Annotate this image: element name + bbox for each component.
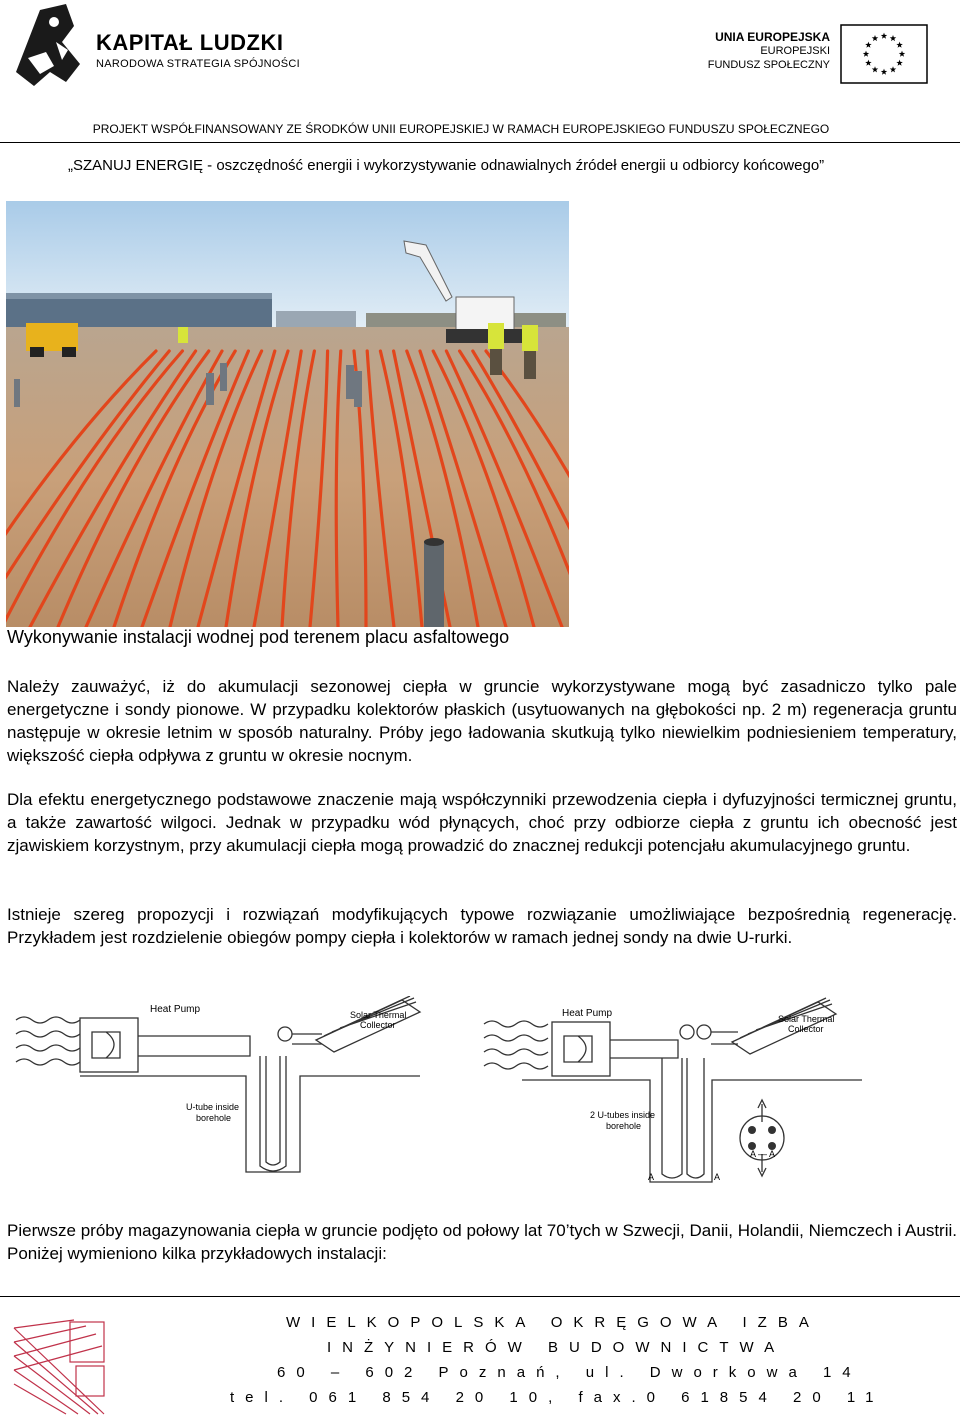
eu-fund-line: EUROPEJSKI	[760, 45, 830, 57]
kapital-ludzki-subtitle: NARODOWA STRATEGIA SPÓJNOŚCI	[96, 58, 300, 70]
photo-caption: Wykonywanie instalacji wodnej pod terenem placu asfaltowego	[7, 627, 510, 647]
solar-collector-label: Collector	[788, 1024, 824, 1034]
section-marker: A	[648, 1172, 655, 1182]
solar-collector-label: Solar Thermal	[350, 1010, 407, 1020]
eu-flag-icon	[840, 24, 928, 84]
footer-org-name: WIELKOPOLSKA OKRĘGOWA IZBA	[286, 1314, 820, 1331]
u-tube-label: borehole	[196, 1113, 232, 1123]
u-tube-label: U-tube inside	[186, 1102, 240, 1112]
campaign-title: „SZANUJ ENERGIĘ - oszczędność energii i wykorzystywanie odnawialnych źródeł energii u odbiorcy końcowego”	[68, 157, 825, 174]
project-cofinancing-line: PROJEKT WSPÓŁFINANSOWANY ZE ŚRODKÓW UNII EUROPEJSKIEJ W RAMACH EUROPEJSKIEGO FUNDUSZU SPOŁECZNEGO	[92, 122, 830, 136]
footer-address: 60 – 602 Poznań, ul. Dworkowa 14	[277, 1364, 862, 1381]
header-divider	[0, 142, 960, 143]
paragraph: Należy zauważyć, iż do akumulacji sezonowej ciepła w gruncie wykorzystywane mogą być zasadniczo tylko pale energetyczne i sondy pionowe. W przypadku kolektorów płaskich (usytuowanych na głębokości np. 2 m) regeneracja gruntu następuje w okresie letnim w sposób naturalny. Próby jego ładowania skutkują tylko niewielkim podniesieniem temperatury, większość ciepła odpływa z gruntu w okresie nocnym.	[7, 677, 957, 765]
section-label: A — A	[750, 1149, 776, 1159]
paragraph: Dla efektu energetycznego podstawowe znaczenie mają współczynniki przewodzenia ciepła i dyfuzyjności termicznej gruntu, a także zawartość wilgoci. Jednak w przypadku wód płynących, choć przy odbiorze ciepła z gruntu ich obecność jest zjawiskiem korzystnym, przy akumulacji ciepła mogą prowadzić do znacznej redukcji potencjału akumulacyjnego gruntu.	[7, 790, 957, 855]
section-marker: A	[714, 1172, 721, 1182]
eu-text-block	[700, 30, 830, 72]
solar-collector-label: Solar Thermal	[778, 1014, 835, 1024]
woiib-logo	[12, 1318, 106, 1418]
eu-title: UNIA EUROPEJSKA	[715, 30, 830, 44]
eu-fund-line: FUNDUSZ SPOŁECZNY	[707, 59, 830, 71]
paragraph: Pierwsze próby magazynowania ciepła w gruncie podjęto od połowy lat 70’tych w Szwecji, Danii, Holandii, Niemczech i Austrii. Poniżej wymieniono kilka przykładowych instalacji:	[7, 1221, 957, 1263]
double-u-tube-diagram	[482, 996, 942, 1186]
heat-pump-label: Heat Pump	[562, 1008, 613, 1019]
kapital-ludzki-title: KAPITAŁ LUDZKI	[96, 30, 284, 55]
footer-divider	[0, 1296, 960, 1297]
u-tube-label: 2 U-tubes inside	[590, 1110, 656, 1120]
heat-pump-label: Heat Pump	[150, 1004, 201, 1015]
single-u-tube-diagram	[10, 996, 430, 1178]
ground-pipes-photo	[6, 201, 569, 627]
footer-org-name: INŻYNIERÓW BUDOWNICTWA	[327, 1339, 786, 1356]
solar-collector-label: Collector	[360, 1020, 396, 1030]
u-tube-label: borehole	[606, 1121, 642, 1131]
footer-phone-fax: tel. 061 854 20 10, fax.0 61854 20 11	[230, 1389, 885, 1406]
paragraph: Istnieje szereg propozycji i rozwiązań modyfikujących typowe rozwiązanie umożliwiające bezpośrednią regenerację. Przykładem jest rozdzielenie obiegów pompy ciepła i kolektorów w ramach jednej sondy na dwie U-rurki.	[7, 905, 957, 947]
